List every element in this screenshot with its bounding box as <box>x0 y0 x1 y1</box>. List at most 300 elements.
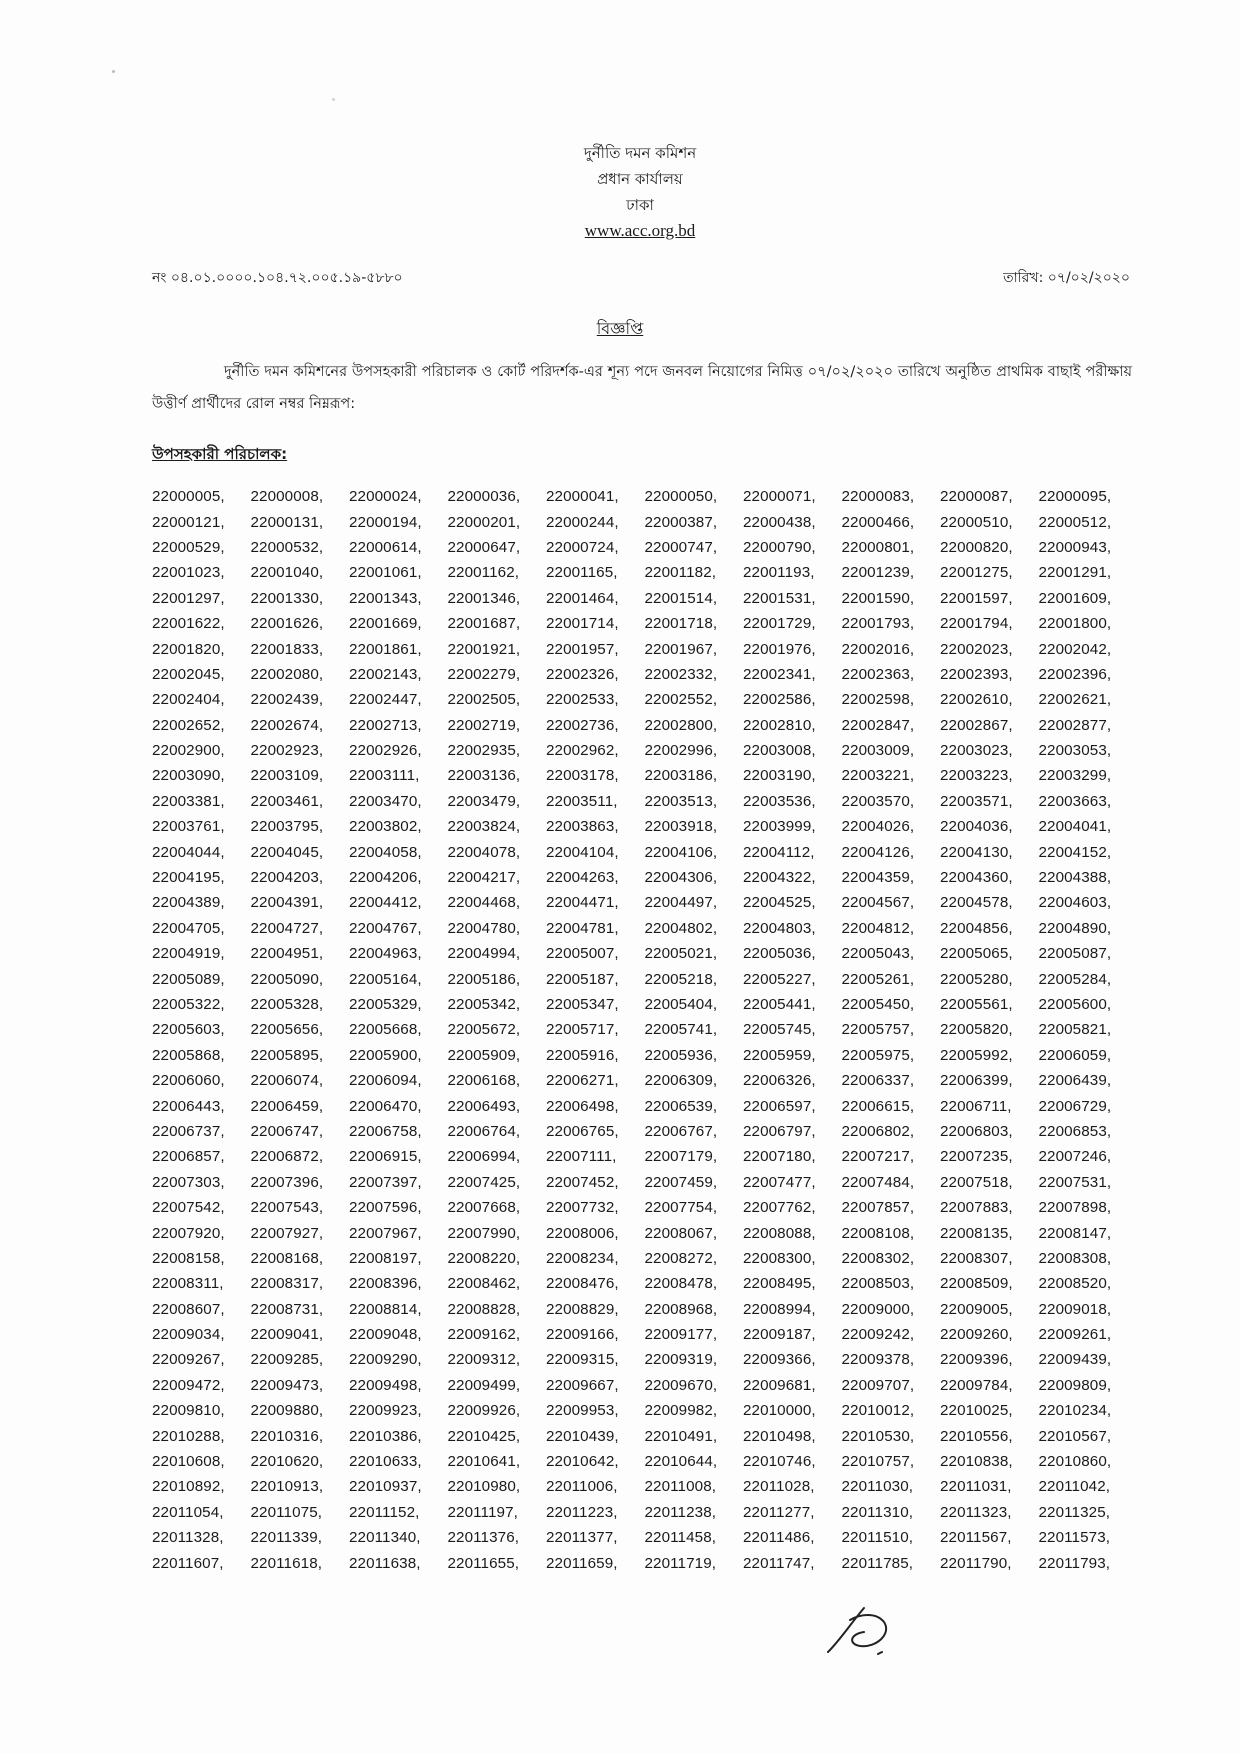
roll-number: 22000121, <box>152 513 225 531</box>
roll-number: 22005603, <box>152 1021 225 1039</box>
roll-number: 22006797, <box>743 1122 816 1140</box>
roll-number: 22002533, <box>546 691 619 709</box>
roll-number: 22005227, <box>743 970 816 988</box>
roll-number: 22001687, <box>447 615 521 633</box>
roll-number: 22008607, <box>152 1300 225 1318</box>
roll-number: 22006060, <box>152 1072 225 1090</box>
roll-number: 22003008, <box>743 742 816 760</box>
roll-number: 22006271, <box>546 1072 619 1090</box>
roll-row <box>152 586 1137 611</box>
roll-number: 22004306, <box>644 869 718 887</box>
website-link[interactable]: www.acc.org.bd <box>584 221 696 240</box>
roll-number: 22009005, <box>940 1300 1013 1318</box>
roll-row <box>152 1170 1137 1195</box>
roll-number: 22003761, <box>152 818 225 836</box>
roll-number: 22001609, <box>1038 589 1112 607</box>
roll-number: 22002404, <box>152 691 225 709</box>
roll-number: 22011223, <box>546 1503 618 1521</box>
roll-number: 22007477, <box>743 1173 816 1191</box>
roll-number: 22010288, <box>152 1427 225 1445</box>
roll-number: 22000050, <box>644 488 718 506</box>
roll-number: 22006765, <box>546 1122 619 1140</box>
roll-number: 22009267, <box>152 1351 225 1369</box>
roll-number-list <box>152 484 1137 1576</box>
roll-number: 22005186, <box>447 970 521 988</box>
roll-number: 22008396, <box>349 1275 422 1293</box>
roll-number: 22005895, <box>250 1046 324 1064</box>
roll-number: 22011655, <box>447 1554 520 1572</box>
roll-number: 22004217, <box>447 869 521 887</box>
memo-number: নং ০৪.০১.০০০০.১০৪.৭২.০০৫.১৯-৫৮৮০ <box>152 270 403 286</box>
roll-row <box>152 1271 1137 1296</box>
roll-number: 22010234, <box>1038 1402 1112 1420</box>
roll-number: 22007303, <box>152 1173 225 1191</box>
roll-number: 22004036, <box>940 818 1013 836</box>
roll-number: 22007531, <box>1038 1173 1112 1191</box>
roll-number: 22001193, <box>743 564 815 582</box>
roll-number: 22004471, <box>546 894 619 912</box>
roll-number: 22004112, <box>743 843 815 861</box>
roll-number: 22004391, <box>250 894 324 912</box>
roll-number: 22007927, <box>250 1224 324 1242</box>
roll-number: 22010937, <box>349 1478 422 1496</box>
roll-number: 22005328, <box>250 996 324 1013</box>
roll-number: 22006767, <box>644 1122 718 1140</box>
roll-number: 22001464, <box>546 589 619 607</box>
roll-number: 22008814, <box>349 1300 422 1318</box>
roll-number: 22003223, <box>940 767 1013 785</box>
roll-number: 22006326, <box>743 1072 816 1090</box>
roll-number: 22006872, <box>250 1148 324 1166</box>
roll-number: 22000005, <box>152 488 225 506</box>
roll-number: 22007179, <box>644 1148 718 1166</box>
roll-number: 22002610, <box>940 691 1013 709</box>
roll-number: 22010386, <box>349 1427 422 1445</box>
roll-number: 22009681, <box>743 1376 816 1394</box>
roll-number: 22005187, <box>546 970 619 988</box>
roll-number: 22011618, <box>250 1554 323 1572</box>
roll-number: 22009982, <box>644 1402 718 1420</box>
roll-number: 22007596, <box>349 1199 422 1217</box>
roll-number: 22009880, <box>250 1402 324 1420</box>
roll-number: 22011510, <box>841 1529 914 1547</box>
roll-number: 22005757, <box>841 1021 915 1039</box>
roll-number: 22005900, <box>349 1046 422 1064</box>
roll-number: 22010641, <box>447 1453 521 1471</box>
roll-number: 22009285, <box>250 1351 324 1369</box>
roll-number: 22001165, <box>546 564 618 582</box>
roll-number: 22008234, <box>546 1249 619 1267</box>
roll-number: 22009810, <box>152 1402 225 1420</box>
roll-number: 22003470, <box>349 792 422 810</box>
roll-number: 22005089, <box>152 970 225 988</box>
roll-number: 22000201, <box>447 513 521 531</box>
roll-number: 22011197, <box>447 1503 518 1521</box>
roll-number: 22000790, <box>743 538 816 556</box>
roll-number: 22000943, <box>1038 538 1112 556</box>
reference-line <box>152 266 1130 290</box>
roll-row <box>152 1398 1137 1423</box>
roll-number: 22008088, <box>743 1224 816 1242</box>
roll-number: 22007425, <box>447 1173 521 1191</box>
roll-number: 22007396, <box>250 1173 324 1191</box>
roll-number: 22001669, <box>349 615 422 633</box>
roll-number: 22003999, <box>743 818 816 836</box>
roll-number: 22001346, <box>447 589 521 607</box>
roll-number: 22004388, <box>1038 869 1112 887</box>
roll-number: 22004803, <box>743 919 816 937</box>
roll-number: 22006853, <box>1038 1122 1112 1140</box>
roll-number: 22004359, <box>841 869 915 887</box>
roll-number: 22005090, <box>250 970 324 988</box>
roll-number: 22010746, <box>743 1453 816 1471</box>
roll-number: 22005600, <box>1038 996 1112 1013</box>
roll-row <box>152 1525 1137 1550</box>
roll-number: 22009177, <box>644 1326 718 1344</box>
roll-number: 22001861, <box>349 640 422 658</box>
roll-number: 22011328, <box>152 1529 224 1547</box>
roll-number: 22001967, <box>644 640 718 658</box>
roll-number: 22002332, <box>644 665 718 683</box>
roll-number: 22005668, <box>349 1021 422 1039</box>
roll-number: 22004767, <box>349 919 422 937</box>
roll-number: 22002023, <box>940 640 1013 658</box>
roll-number: 22000466, <box>841 513 915 531</box>
roll-number: 22003536, <box>743 792 816 810</box>
roll-number: 22010439, <box>546 1427 619 1445</box>
roll-number: 22004994, <box>447 945 521 963</box>
roll-number: 22000529, <box>152 538 225 556</box>
roll-number: 22002867, <box>940 716 1013 734</box>
roll-number: 22011042, <box>1038 1478 1111 1496</box>
roll-number: 22002800, <box>644 716 718 734</box>
roll-row <box>152 636 1137 661</box>
roll-row <box>152 1195 1137 1220</box>
roll-number: 22006857, <box>152 1148 225 1166</box>
roll-number: 22004106, <box>644 843 718 861</box>
roll-number: 22008302, <box>841 1249 915 1267</box>
roll-number: 22008520, <box>1038 1275 1112 1293</box>
roll-number: 22008462, <box>447 1275 521 1293</box>
roll-number: 22008495, <box>743 1275 816 1293</box>
roll-number: 22001343, <box>349 589 422 607</box>
roll-number: 22011486, <box>743 1529 815 1547</box>
roll-number: 22002341, <box>743 665 816 683</box>
roll-number: 22007452, <box>546 1173 619 1191</box>
roll-number: 22001275, <box>940 564 1013 582</box>
roll-number: 22000083, <box>841 488 915 506</box>
roll-number: 22000244, <box>546 513 619 531</box>
roll-number: 22008476, <box>546 1275 619 1293</box>
roll-number: 22004058, <box>349 843 422 861</box>
roll-row <box>152 611 1137 636</box>
roll-number: 22000194, <box>349 513 422 531</box>
roll-number: 22003863, <box>546 818 619 836</box>
roll-number: 22007920, <box>152 1224 225 1242</box>
roll-number: 22005065, <box>940 945 1013 963</box>
roll-number: 22009667, <box>546 1376 619 1394</box>
roll-number: 22000387, <box>644 513 718 531</box>
roll-number: 22011339, <box>250 1529 323 1547</box>
roll-number: 22000041, <box>546 488 619 506</box>
roll-number: 22008197, <box>349 1249 422 1267</box>
roll-number: 22002926, <box>349 742 422 760</box>
roll-number: 22005021, <box>644 945 718 963</box>
roll-number: 22006493, <box>447 1097 521 1115</box>
roll-row <box>152 890 1137 915</box>
roll-number: 22007732, <box>546 1199 619 1217</box>
roll-number: 22006059, <box>1038 1046 1112 1064</box>
roll-number: 22007111, <box>546 1148 617 1166</box>
roll-number: 22009498, <box>349 1376 422 1394</box>
roll-number: 22001921, <box>447 640 521 658</box>
roll-number: 22001291, <box>1038 564 1112 582</box>
intro-paragraph: দুর্নীতি দমন কমিশনের উপসহকারী পরিচালক ও কোর্ট পরিদর্শক-এর শূন্য পদে জনবল নিয়োগের নিমিত্ত ০৭/০২/২০২০ তারিখে অনুষ্ঠিত প্রাথমিক বাছাই পরীক্ষায় উত্তীর্ণ প্রার্থীদের রোল নম্বর নিম্নরূপ: <box>152 364 1133 412</box>
roll-number: 22005821, <box>1038 1021 1112 1039</box>
roll-row <box>152 687 1137 712</box>
roll-number: 22004567, <box>841 894 915 912</box>
roll-number: 22006399, <box>940 1072 1013 1090</box>
roll-number: 22005909, <box>447 1046 521 1064</box>
roll-number: 22006803, <box>940 1122 1013 1140</box>
roll-number: 22010608, <box>152 1453 225 1471</box>
roll-number: 22001590, <box>841 589 915 607</box>
roll-number: 22004130, <box>940 843 1013 861</box>
roll-number: 22010567, <box>1038 1427 1112 1445</box>
roll-number: 22005916, <box>546 1046 619 1064</box>
roll-number: 22010316, <box>250 1427 324 1445</box>
roll-row <box>152 560 1137 585</box>
roll-number: 22008994, <box>743 1300 816 1318</box>
roll-number: 22001239, <box>841 564 915 582</box>
roll-number: 22007180, <box>743 1148 816 1166</box>
roll-number: 22007246, <box>1038 1148 1112 1166</box>
roll-number: 22009784, <box>940 1376 1013 1394</box>
section-heading: উপসহকারী পরিচালক: <box>152 445 288 463</box>
roll-number: 22004727, <box>250 919 324 937</box>
roll-number: 22003221, <box>841 767 915 785</box>
roll-number: 22009439, <box>1038 1351 1112 1369</box>
roll-number: 22009162, <box>447 1326 521 1344</box>
roll-number: 22000438, <box>743 513 816 531</box>
roll-number: 22004919, <box>152 945 225 963</box>
roll-number: 22011659, <box>546 1554 618 1572</box>
roll-number: 22005561, <box>940 996 1013 1013</box>
roll-number: 22005043, <box>841 945 915 963</box>
roll-number: 22001800, <box>1038 615 1112 633</box>
roll-number: 22009707, <box>841 1376 915 1394</box>
roll-number: 22008509, <box>940 1275 1013 1293</box>
roll-row <box>152 839 1137 864</box>
roll-number: 22001820, <box>152 640 225 658</box>
roll-number: 22008168, <box>250 1249 324 1267</box>
roll-number: 22002621, <box>1038 691 1112 709</box>
roll-row <box>152 1423 1137 1448</box>
roll-number: 22002877, <box>1038 716 1112 734</box>
roll-number: 22000024, <box>349 488 422 506</box>
roll-number: 22004802, <box>644 919 718 937</box>
roll-number: 22011785, <box>841 1554 914 1572</box>
roll-number: 22006539, <box>644 1097 718 1115</box>
roll-number: 22006747, <box>250 1122 324 1140</box>
roll-number: 22002552, <box>644 691 718 709</box>
roll-number: 22006470, <box>349 1097 422 1115</box>
roll-row <box>152 916 1137 941</box>
roll-row <box>152 713 1137 738</box>
roll-number: 22000647, <box>447 538 521 556</box>
signature-mark <box>820 1600 910 1660</box>
roll-number: 22001976, <box>743 640 816 658</box>
roll-row <box>152 1068 1137 1093</box>
roll-number: 22000087, <box>940 488 1013 506</box>
roll-number: 22003570, <box>841 792 915 810</box>
roll-number: 22001626, <box>250 615 324 633</box>
roll-number: 22005347, <box>546 996 619 1013</box>
roll-number: 22002042, <box>1038 640 1112 658</box>
roll-number: 22005868, <box>152 1046 225 1064</box>
roll-number: 22004195, <box>152 869 225 887</box>
roll-number: 22001718, <box>644 615 718 633</box>
roll-number: 22011790, <box>940 1554 1012 1572</box>
roll-number: 22001061, <box>349 564 422 582</box>
roll-number: 22002016, <box>841 640 915 658</box>
roll-number: 22010025, <box>940 1402 1013 1420</box>
roll-number: 22008503, <box>841 1275 915 1293</box>
roll-number: 22009809, <box>1038 1376 1112 1394</box>
roll-number: 22011458, <box>644 1529 717 1547</box>
roll-number: 22003511, <box>546 792 618 810</box>
roll-number: 22005329, <box>349 996 422 1013</box>
roll-number: 22007857, <box>841 1199 915 1217</box>
roll-row <box>152 1500 1137 1525</box>
roll-row <box>152 509 1137 534</box>
roll-number: 22010498, <box>743 1427 816 1445</box>
roll-number: 22009048, <box>349 1326 422 1344</box>
roll-number: 22009926, <box>447 1402 521 1420</box>
roll-number: 22003090, <box>152 767 225 785</box>
roll-number: 22011323, <box>940 1503 1012 1521</box>
roll-number: 22002505, <box>447 691 521 709</box>
roll-number: 22005672, <box>447 1021 521 1039</box>
roll-number: 22008300, <box>743 1249 816 1267</box>
roll-number: 22002719, <box>447 716 521 734</box>
roll-row <box>152 1144 1137 1169</box>
roll-number: 22008272, <box>644 1249 718 1267</box>
roll-number: 22011277, <box>743 1503 815 1521</box>
roll-row <box>152 1093 1137 1118</box>
roll-number: 22007967, <box>349 1224 422 1242</box>
roll-number: 22006094, <box>349 1072 422 1090</box>
roll-number: 22006615, <box>841 1097 915 1115</box>
roll-number: 22002447, <box>349 691 422 709</box>
office-name: প্রধান কার্যালয় <box>597 170 683 188</box>
roll-number: 22004026, <box>841 818 915 836</box>
roll-number: 22006337, <box>841 1072 915 1090</box>
roll-number: 22011638, <box>349 1554 421 1572</box>
roll-number: 22003461, <box>250 792 324 810</box>
roll-number: 22004126, <box>841 843 915 861</box>
roll-number: 22010644, <box>644 1453 718 1471</box>
roll-row <box>152 1246 1137 1271</box>
roll-number: 22011238, <box>644 1503 717 1521</box>
roll-number: 22003136, <box>447 767 521 785</box>
roll-number: 22008828, <box>447 1300 521 1318</box>
roll-row <box>152 966 1137 991</box>
roll-number: 22006802, <box>841 1122 915 1140</box>
roll-number: 22001182, <box>644 564 717 582</box>
roll-number: 22011340, <box>349 1529 421 1547</box>
roll-number: 22010000, <box>743 1402 816 1420</box>
roll-number: 22002363, <box>841 665 915 683</box>
roll-number: 22010757, <box>841 1453 915 1471</box>
roll-number: 22004705, <box>152 919 225 937</box>
roll-number: 22003513, <box>644 792 718 810</box>
roll-number: 22007459, <box>644 1173 718 1191</box>
roll-number: 22000820, <box>940 538 1013 556</box>
roll-number: 22004963, <box>349 945 422 963</box>
roll-number: 22003190, <box>743 767 816 785</box>
roll-row <box>152 738 1137 763</box>
roll-number: 22006309, <box>644 1072 718 1090</box>
roll-number: 22001793, <box>841 615 915 633</box>
roll-number: 22009312, <box>447 1351 521 1369</box>
roll-number: 22006459, <box>250 1097 324 1115</box>
roll-number: 22004263, <box>546 869 619 887</box>
roll-number: 22004468, <box>447 894 521 912</box>
roll-number: 22005450, <box>841 996 915 1013</box>
roll-number: 22002810, <box>743 716 816 734</box>
roll-number: 22011607, <box>152 1554 224 1572</box>
roll-row <box>152 1043 1137 1068</box>
roll-number: 22001297, <box>152 589 225 607</box>
roll-number: 22004578, <box>940 894 1013 912</box>
roll-number: 22006994, <box>447 1148 521 1166</box>
roll-number: 22002439, <box>250 691 324 709</box>
roll-row <box>152 814 1137 839</box>
roll-number: 22006729, <box>1038 1097 1112 1115</box>
roll-number: 22003824, <box>447 818 521 836</box>
roll-number: 22002279, <box>447 665 521 683</box>
roll-number: 22011747, <box>743 1554 815 1572</box>
roll-number: 22006168, <box>447 1072 521 1090</box>
roll-number: 22009378, <box>841 1351 915 1369</box>
roll-number: 22005284, <box>1038 970 1112 988</box>
notice-title-text: বিজ্ঞপ্তি <box>596 319 644 338</box>
roll-number: 22009242, <box>841 1326 915 1344</box>
roll-number: 22011719, <box>644 1554 717 1572</box>
roll-number: 22009261, <box>1038 1326 1112 1344</box>
roll-number: 22006711, <box>940 1097 1012 1115</box>
roll-number: 22007990, <box>447 1224 521 1242</box>
roll-row <box>152 1449 1137 1474</box>
roll-number: 22007542, <box>152 1199 225 1217</box>
roll-number: 22009166, <box>546 1326 619 1344</box>
roll-number: 22002143, <box>349 665 422 683</box>
roll-number: 22005087, <box>1038 945 1112 963</box>
roll-row <box>152 992 1137 1017</box>
roll-number: 22009290, <box>349 1351 422 1369</box>
roll-number: 22004890, <box>1038 919 1112 937</box>
roll-number: 22009315, <box>546 1351 619 1369</box>
roll-number: 22004780, <box>447 919 521 937</box>
scan-speck <box>332 98 335 101</box>
roll-number: 22001622, <box>152 615 225 633</box>
roll-number: 22004152, <box>1038 843 1112 861</box>
roll-number: 22008220, <box>447 1249 521 1267</box>
roll-number: 22002900, <box>152 742 225 760</box>
roll-number: 22010892, <box>152 1478 225 1496</box>
roll-number: 22005404, <box>644 996 718 1013</box>
